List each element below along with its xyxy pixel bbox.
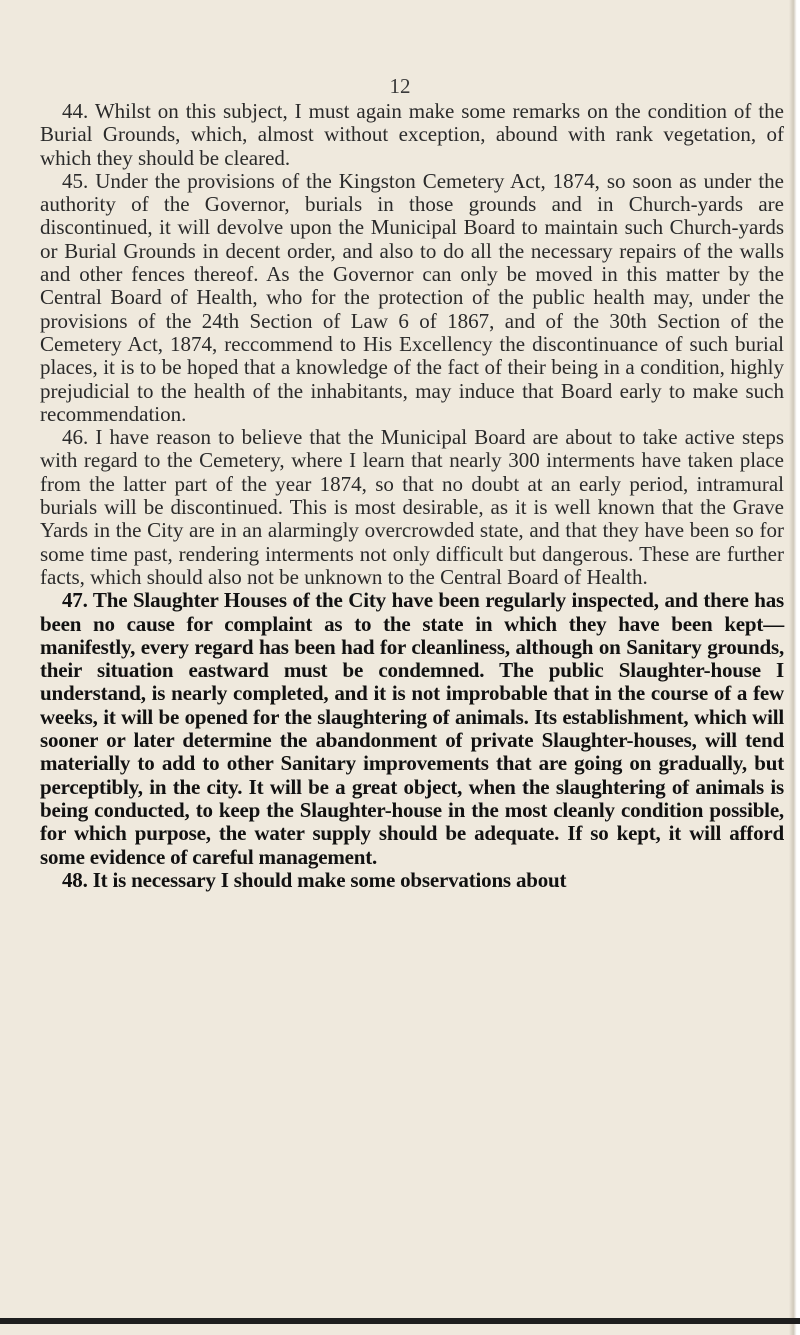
paragraph-46: 46. I have reason to believe that the Municipal Board are about to take active steps with regard to the Cemetery, where I learn that nearly 300 interments have taken place from the latter part of the year 1874, so that no doubt at an early period, intramural burials will be discontinued. This is most desirable, as it is well known that the Grave Yards in the City are in an alarmingly overcrowded state, and that they have been so for some time past, rendering interments not only difficult but dangerous. These are further facts, which should also not be unknown to the Central Board of Health. [40, 425, 784, 589]
page-number: 12 [389, 74, 411, 98]
page-edge-shadow [789, 0, 800, 1335]
paragraph-47: 47. The Slaughter Houses of the City have been regularly inspected, and there has been no cause for complaint as to the state in which they have been kept—manifestly, every regard has been had for cleanliness, although on Sanitary grounds, their situation eastward must be condemned. The public Slaughter-house I understand, is nearly completed, and it is not improbable that in the course of a few weeks, it will be opened for the slaughtering of animals. Its establishment, which will sooner or later determine the abandonment of private Slaughter-houses, will tend materially to add to other Sanitary improvements that are going on gradually, but perceptibly, in the city. It will be a great object, when the slaughtering of animals is being conducted, to keep the Slaughter-house in the most cleanly condition possible, for which purpose, the water supply should be adequate. If so kept, it will afford some evidence of careful management. [40, 588, 784, 869]
bottom-rule [0, 1318, 800, 1324]
body-text [40, 100, 784, 892]
paragraph-44: 44. Whilst on this subject, I must again make some remarks on the condition of the Burial Grounds, which, almost without exception, abound with rank vegetation, of which they should be cleared. [40, 99, 784, 170]
paragraph-48: 48. It is necessary I should make some observations about [62, 867, 567, 892]
paragraph-45: 45. Under the provisions of the Kingston Cemetery Act, 1874, so soon as under the authority of the Governor, burials in those grounds and in Church-yards are discontinued, it will devolve upon the Municipal Board to maintain such Church-yards or Burial Grounds in decent order, and also to do all the necessary repairs of the walls and other fences thereof. As the Governor can only be moved in this matter by the Central Board of Health, who for the protection of the public health may, under the provisions of the 24th Section of Law 6 of 1867, and of the 30th Section of the Cemetery Act, 1874, reccommend to His Excellency the discontinuance of such burial places, it is to be hoped that a knowledge of the fact of their being in a condition, highly prejudicial to the health of the inhabitants, may induce that Board early to make such recommendation. [40, 168, 784, 426]
